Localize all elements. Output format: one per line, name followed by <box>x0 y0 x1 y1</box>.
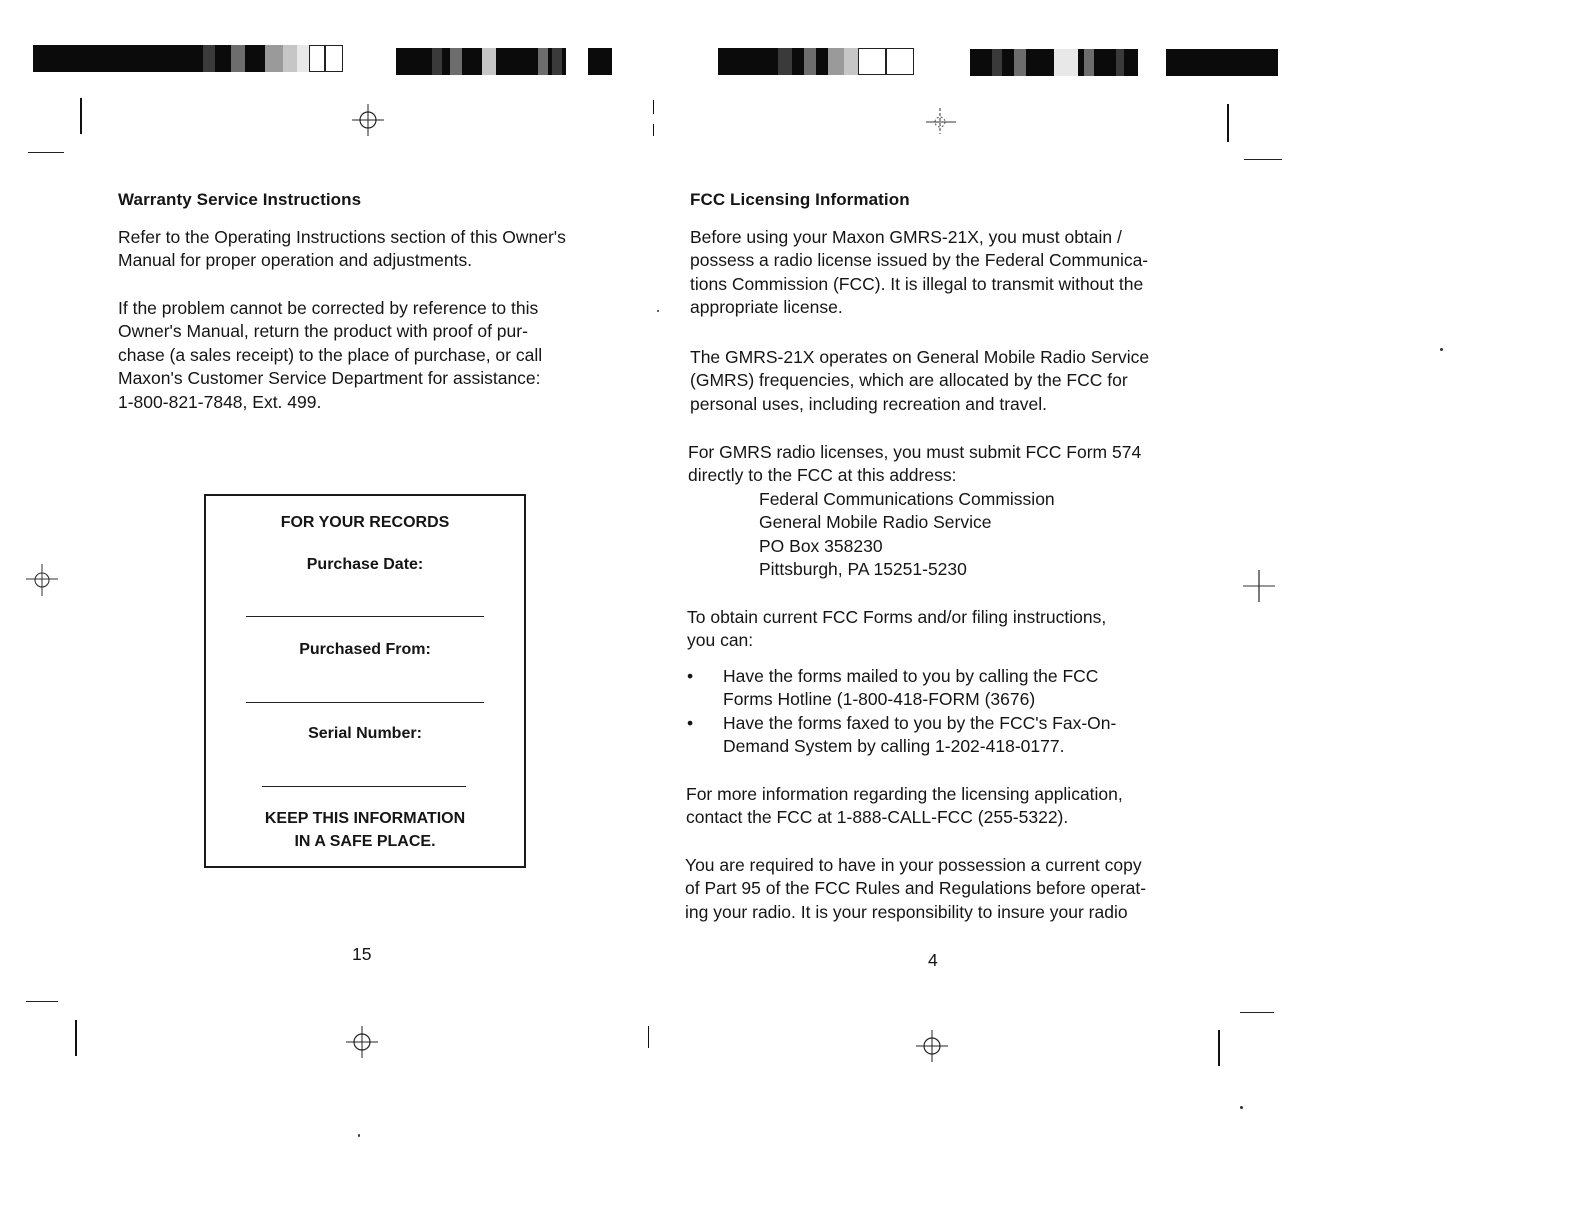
text-line: For more information regarding the licensing application, <box>686 784 1123 804</box>
registration-crosshair-icon <box>922 104 958 140</box>
fcc-paragraph-3 <box>688 441 1141 488</box>
bullet-icon: • <box>687 666 694 686</box>
text-line: you can: <box>687 630 754 651</box>
registration-crosshair-icon <box>914 1028 950 1064</box>
color-bar-left-1 <box>33 45 343 72</box>
purchase-date-label: Purchase Date: <box>306 556 424 573</box>
text-line: Demand System by calling 1-202-418-0177. <box>723 736 1065 757</box>
crop-mark <box>648 1026 649 1048</box>
address-line: General Mobile Radio Service <box>759 512 992 533</box>
registration-crosshair-icon <box>1241 568 1277 604</box>
purchase-date-field[interactable] <box>246 616 484 617</box>
crop-mark <box>80 98 82 134</box>
fcc-paragraph-5 <box>686 783 1123 830</box>
text-line: For GMRS radio licenses, you must submit FCC Form 574 <box>688 442 1142 462</box>
text-line: Before using your Maxon GMRS-21X, you must obtain / <box>690 227 1122 247</box>
text-line: 1-800-821-7848, Ext. 499. <box>118 391 322 412</box>
crop-mark <box>75 1020 77 1056</box>
text-line: contact the FCC at 1-888-CALL-FCC (255-5322). <box>686 807 1069 828</box>
scan-speck <box>657 310 659 312</box>
text-line: Manual for proper operation and adjustments. <box>118 250 473 271</box>
fcc-heading: FCC Licensing Information <box>690 190 910 209</box>
text-line: Have the forms mailed to you by calling the FCC <box>723 666 1099 686</box>
records-box <box>204 494 526 868</box>
crop-mark <box>653 124 654 136</box>
address-line: PO Box 358230 <box>759 535 883 556</box>
registration-crosshair-icon <box>350 102 386 138</box>
text-line: To obtain current FCC Forms and/or filing instructions, <box>687 607 1107 627</box>
text-line: tions Commission (FCC). It is illegal to transmit without the <box>690 273 1144 294</box>
text-line: directly to the FCC at this address: <box>688 465 957 486</box>
page-number-left: 15 <box>352 944 372 964</box>
text-line: Owner's Manual, return the product with proof of pur- <box>118 321 528 342</box>
crop-mark <box>26 1001 58 1002</box>
warranty-paragraph-2 <box>118 297 542 414</box>
fcc-paragraph-2 <box>690 346 1149 416</box>
registration-crosshair-icon <box>24 562 60 598</box>
bullet-icon: • <box>687 713 694 733</box>
warranty-heading: Warranty Service Instructions <box>118 190 362 209</box>
text-line: Have the forms faxed to you by the FCC's Fax-On- <box>723 713 1117 733</box>
crop-mark <box>1227 104 1229 142</box>
page-number-right: 4 <box>928 950 938 970</box>
text-line: Forms Hotline (1-800-418-FORM (3676) <box>723 689 1036 710</box>
purchased-from-label: Purchased From: <box>299 641 431 658</box>
fcc-address <box>759 488 1055 582</box>
crop-mark <box>1240 1012 1274 1013</box>
fcc-paragraph-6 <box>685 854 1146 924</box>
text-line: personal uses, including recreation and travel. <box>690 393 1048 414</box>
scan-speck <box>1240 1106 1243 1109</box>
serial-number-field[interactable] <box>262 786 466 787</box>
color-bar-right-1 <box>718 48 914 75</box>
text-line: appropriate license. <box>690 297 843 318</box>
keep-info-line-2: IN A SAFE PLACE. <box>294 833 436 850</box>
text-line: Maxon's Customer Service Department for assistance: <box>118 368 541 389</box>
keep-info-line-1: KEEP THIS INFORMATION <box>264 810 466 827</box>
text-line: You are required to have in your possession a current copy <box>685 855 1142 875</box>
scan-speck <box>1440 348 1443 351</box>
text-line: The GMRS-21X operates on General Mobile Radio Service <box>690 347 1150 367</box>
serial-number-label: Serial Number: <box>308 725 422 742</box>
purchased-from-field[interactable] <box>246 702 484 703</box>
crop-mark <box>653 100 654 114</box>
warranty-paragraph-1 <box>118 226 566 273</box>
text-line: (GMRS) frequencies, which are allocated by the FCC for <box>690 370 1128 391</box>
color-bar-right-2 <box>970 49 1278 76</box>
text-line: of Part 95 of the FCC Rules and Regulations before operat- <box>685 878 1147 899</box>
color-bar-left-2 <box>396 48 612 75</box>
text-line: ing your radio. It is your responsibility to insure your radio <box>685 901 1128 922</box>
text-line: If the problem cannot be corrected by reference to this <box>118 298 539 318</box>
text-line: chase (a sales receipt) to the place of purchase, or call <box>118 344 543 365</box>
registration-crosshair-icon <box>344 1024 380 1060</box>
scan-speck <box>358 1134 360 1137</box>
fcc-paragraph-4 <box>687 606 1106 653</box>
address-line: Federal Communications Commission <box>759 489 1055 509</box>
text-line: Refer to the Operating Instructions section of this Owner's <box>118 227 566 247</box>
crop-mark <box>28 152 64 153</box>
records-title: FOR YOUR RECORDS <box>280 514 450 531</box>
address-line: Pittsburgh, PA 15251-5230 <box>759 559 967 580</box>
crop-mark <box>1244 159 1282 160</box>
text-line: possess a radio license issued by the Federal Communica- <box>690 250 1149 271</box>
crop-mark <box>1218 1030 1220 1066</box>
fcc-paragraph-1 <box>690 226 1148 320</box>
